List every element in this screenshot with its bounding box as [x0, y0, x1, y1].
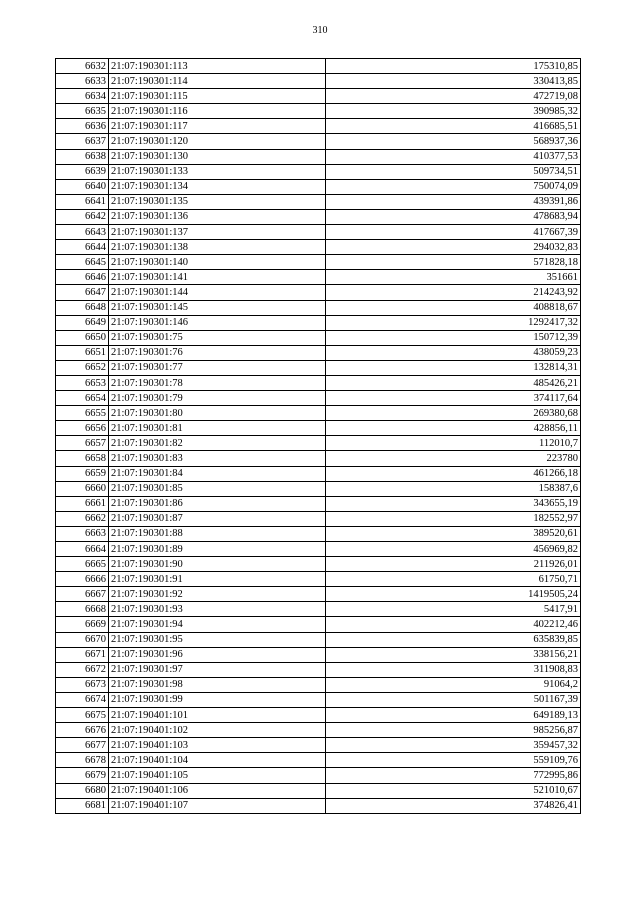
- table-row: [56, 74, 581, 89]
- cadastral-value-cell: 294032,83: [326, 240, 581, 255]
- table-row: [56, 526, 581, 541]
- cadastral-number-cell: 21:07:190301:114: [109, 74, 326, 89]
- row-number-cell: 6633: [56, 74, 109, 89]
- cadastral-value-cell: 750074,09: [326, 179, 581, 194]
- cadastral-number-cell: 21:07:190301:98: [109, 677, 326, 692]
- row-number-cell: 6639: [56, 164, 109, 179]
- cadastral-value-table: [55, 58, 581, 814]
- table-row: [56, 59, 581, 74]
- cadastral-value-cell: 559109,76: [326, 753, 581, 768]
- row-number-cell: 6650: [56, 330, 109, 345]
- cadastral-value-cell: 330413,85: [326, 74, 581, 89]
- cadastral-value-cell: 417667,39: [326, 225, 581, 240]
- table-row: [56, 134, 581, 149]
- row-number-cell: 6647: [56, 285, 109, 300]
- cadastral-value-cell: 1419505,24: [326, 587, 581, 602]
- cadastral-number-cell: 21:07:190301:82: [109, 436, 326, 451]
- cadastral-value-cell: 456969,82: [326, 542, 581, 557]
- row-number-cell: 6676: [56, 723, 109, 738]
- cadastral-value-cell: 5417,91: [326, 602, 581, 617]
- row-number-cell: 6642: [56, 209, 109, 224]
- table-row: [56, 692, 581, 707]
- cadastral-number-cell: 21:07:190301:86: [109, 496, 326, 511]
- table-row: [56, 285, 581, 300]
- cadastral-number-cell: 21:07:190401:107: [109, 798, 326, 813]
- cadastral-value-cell: 428856,11: [326, 421, 581, 436]
- table-row: [56, 360, 581, 375]
- table-row: [56, 466, 581, 481]
- cadastral-number-cell: 21:07:190301:135: [109, 194, 326, 209]
- table-row: [56, 270, 581, 285]
- cadastral-number-cell: 21:07:190301:76: [109, 345, 326, 360]
- cadastral-value-cell: 61750,71: [326, 572, 581, 587]
- cadastral-number-cell: 21:07:190301:113: [109, 59, 326, 74]
- table-row: [56, 557, 581, 572]
- row-number-cell: 6666: [56, 572, 109, 587]
- cadastral-value-cell: 158387,6: [326, 481, 581, 496]
- cadastral-number-cell: 21:07:190301:138: [109, 240, 326, 255]
- table-row: [56, 164, 581, 179]
- cadastral-number-cell: 21:07:190301:77: [109, 360, 326, 375]
- table-row: [56, 572, 581, 587]
- cadastral-number-cell: 21:07:190301:140: [109, 255, 326, 270]
- table-row: [56, 798, 581, 813]
- table-row: [56, 421, 581, 436]
- table-row: [56, 315, 581, 330]
- table-row: [56, 542, 581, 557]
- cadastral-value-cell: 211926,01: [326, 557, 581, 572]
- cadastral-number-cell: 21:07:190301:81: [109, 421, 326, 436]
- row-number-cell: 6643: [56, 225, 109, 240]
- cadastral-number-cell: 21:07:190301:117: [109, 119, 326, 134]
- cadastral-number-cell: 21:07:190301:146: [109, 315, 326, 330]
- table-row: [56, 406, 581, 421]
- cadastral-number-cell: 21:07:190301:134: [109, 179, 326, 194]
- table-row: [56, 587, 581, 602]
- table-row: [56, 225, 581, 240]
- cadastral-number-cell: 21:07:190301:141: [109, 270, 326, 285]
- row-number-cell: 6649: [56, 315, 109, 330]
- row-number-cell: 6674: [56, 692, 109, 707]
- table-row: [56, 677, 581, 692]
- cadastral-value-cell: 374117,64: [326, 391, 581, 406]
- cadastral-value-cell: 359457,32: [326, 738, 581, 753]
- cadastral-number-cell: 21:07:190301:130: [109, 149, 326, 164]
- row-number-cell: 6673: [56, 677, 109, 692]
- cadastral-number-cell: 21:07:190301:144: [109, 285, 326, 300]
- row-number-cell: 6677: [56, 738, 109, 753]
- row-number-cell: 6645: [56, 255, 109, 270]
- row-number-cell: 6664: [56, 542, 109, 557]
- cadastral-number-cell: 21:07:190301:79: [109, 391, 326, 406]
- table-row: [56, 783, 581, 798]
- row-number-cell: 6646: [56, 270, 109, 285]
- table-row: [56, 602, 581, 617]
- table-row: [56, 436, 581, 451]
- cadastral-value-cell: 390985,32: [326, 104, 581, 119]
- row-number-cell: 6635: [56, 104, 109, 119]
- cadastral-number-cell: 21:07:190301:96: [109, 647, 326, 662]
- row-number-cell: 6651: [56, 345, 109, 360]
- table-row: [56, 209, 581, 224]
- cadastral-number-cell: 21:07:190301:94: [109, 617, 326, 632]
- cadastral-number-cell: 21:07:190301:115: [109, 89, 326, 104]
- cadastral-number-cell: 21:07:190301:92: [109, 587, 326, 602]
- cadastral-number-cell: 21:07:190301:87: [109, 511, 326, 526]
- table-row: [56, 511, 581, 526]
- cadastral-value-cell: 521010,67: [326, 783, 581, 798]
- row-number-cell: 6665: [56, 557, 109, 572]
- row-number-cell: 6672: [56, 662, 109, 677]
- cadastral-value-cell: 223780: [326, 451, 581, 466]
- cadastral-number-cell: 21:07:190301:133: [109, 164, 326, 179]
- cadastral-value-cell: 501167,39: [326, 692, 581, 707]
- cadastral-number-cell: 21:07:190301:95: [109, 632, 326, 647]
- cadastral-number-cell: 21:07:190301:137: [109, 225, 326, 240]
- cadastral-value-cell: 408818,67: [326, 300, 581, 315]
- table-row: [56, 647, 581, 662]
- cadastral-number-cell: 21:07:190301:90: [109, 557, 326, 572]
- row-number-cell: 6678: [56, 753, 109, 768]
- row-number-cell: 6632: [56, 59, 109, 74]
- cadastral-value-cell: 478683,94: [326, 209, 581, 224]
- cadastral-value-cell: 461266,18: [326, 466, 581, 481]
- cadastral-value-cell: 311908,83: [326, 662, 581, 677]
- row-number-cell: 6681: [56, 798, 109, 813]
- table-row: [56, 119, 581, 134]
- row-number-cell: 6670: [56, 632, 109, 647]
- table-row: [56, 617, 581, 632]
- cadastral-number-cell: 21:07:190401:104: [109, 753, 326, 768]
- row-number-cell: 6656: [56, 421, 109, 436]
- cadastral-number-cell: 21:07:190301:97: [109, 662, 326, 677]
- row-number-cell: 6636: [56, 119, 109, 134]
- cadastral-number-cell: 21:07:190301:83: [109, 451, 326, 466]
- cadastral-value-cell: 439391,86: [326, 194, 581, 209]
- cadastral-value-cell: 472719,08: [326, 89, 581, 104]
- cadastral-value-cell: 343655,19: [326, 496, 581, 511]
- row-number-cell: 6658: [56, 451, 109, 466]
- cadastral-value-cell: 112010,7: [326, 436, 581, 451]
- table-row: [56, 496, 581, 511]
- row-number-cell: 6634: [56, 89, 109, 104]
- row-number-cell: 6640: [56, 179, 109, 194]
- cadastral-value-cell: 438059,23: [326, 345, 581, 360]
- cadastral-number-cell: 21:07:190301:116: [109, 104, 326, 119]
- table-row: [56, 391, 581, 406]
- table-row: [56, 632, 581, 647]
- table-row: [56, 89, 581, 104]
- row-number-cell: 6644: [56, 240, 109, 255]
- row-number-cell: 6667: [56, 587, 109, 602]
- row-number-cell: 6679: [56, 768, 109, 783]
- row-number-cell: 6652: [56, 360, 109, 375]
- cadastral-value-cell: 351661: [326, 270, 581, 285]
- cadastral-value-cell: 1292417,32: [326, 315, 581, 330]
- table-row: [56, 330, 581, 345]
- cadastral-number-cell: 21:07:190301:136: [109, 209, 326, 224]
- row-number-cell: 6669: [56, 617, 109, 632]
- table-row: [56, 149, 581, 164]
- cadastral-number-cell: 21:07:190301:84: [109, 466, 326, 481]
- table-row: [56, 451, 581, 466]
- cadastral-number-cell: 21:07:190401:105: [109, 768, 326, 783]
- cadastral-number-cell: 21:07:190401:103: [109, 738, 326, 753]
- table-row: [56, 708, 581, 723]
- cadastral-number-cell: 21:07:190301:93: [109, 602, 326, 617]
- page-number: 310: [312, 25, 328, 36]
- cadastral-number-cell: 21:07:190301:85: [109, 481, 326, 496]
- cadastral-value-cell: 410377,53: [326, 149, 581, 164]
- cadastral-value-cell: 416685,51: [326, 119, 581, 134]
- row-number-cell: 6638: [56, 149, 109, 164]
- cadastral-value-cell: 389520,61: [326, 526, 581, 541]
- cadastral-value-cell: 985256,87: [326, 723, 581, 738]
- cadastral-number-cell: 21:07:190301:99: [109, 692, 326, 707]
- cadastral-value-cell: 214243,92: [326, 285, 581, 300]
- row-number-cell: 6657: [56, 436, 109, 451]
- cadastral-number-cell: 21:07:190301:80: [109, 406, 326, 421]
- row-number-cell: 6680: [56, 783, 109, 798]
- cadastral-value-cell: 91064,2: [326, 677, 581, 692]
- table-row: [56, 255, 581, 270]
- row-number-cell: 6668: [56, 602, 109, 617]
- cadastral-number-cell: 21:07:190301:145: [109, 300, 326, 315]
- row-number-cell: 6671: [56, 647, 109, 662]
- cadastral-value-cell: 772995,86: [326, 768, 581, 783]
- table-row: [56, 481, 581, 496]
- row-number-cell: 6641: [56, 194, 109, 209]
- row-number-cell: 6655: [56, 406, 109, 421]
- table-row: [56, 345, 581, 360]
- cadastral-value-cell: 635839,85: [326, 632, 581, 647]
- row-number-cell: 6662: [56, 511, 109, 526]
- cadastral-value-cell: 269380,68: [326, 406, 581, 421]
- row-number-cell: 6663: [56, 526, 109, 541]
- table-row: [56, 240, 581, 255]
- row-number-cell: 6675: [56, 708, 109, 723]
- cadastral-value-cell: 150712,39: [326, 330, 581, 345]
- table-row: [56, 194, 581, 209]
- cadastral-number-cell: 21:07:190301:78: [109, 375, 326, 390]
- cadastral-number-cell: 21:07:190401:102: [109, 723, 326, 738]
- cadastral-number-cell: 21:07:190301:89: [109, 542, 326, 557]
- cadastral-value-cell: 649189,13: [326, 708, 581, 723]
- table-row: [56, 738, 581, 753]
- cadastral-value-cell: 182552,97: [326, 511, 581, 526]
- table-row: [56, 723, 581, 738]
- table-row: [56, 300, 581, 315]
- row-number-cell: 6653: [56, 375, 109, 390]
- table-row: [56, 104, 581, 119]
- cadastral-value-cell: 571828,18: [326, 255, 581, 270]
- table-row: [56, 662, 581, 677]
- cadastral-value-cell: 568937,36: [326, 134, 581, 149]
- cadastral-value-cell: 509734,51: [326, 164, 581, 179]
- cadastral-value-cell: 132814,31: [326, 360, 581, 375]
- row-number-cell: 6637: [56, 134, 109, 149]
- cadastral-number-cell: 21:07:190301:75: [109, 330, 326, 345]
- cadastral-number-cell: 21:07:190301:91: [109, 572, 326, 587]
- row-number-cell: 6661: [56, 496, 109, 511]
- table-row: [56, 375, 581, 390]
- row-number-cell: 6659: [56, 466, 109, 481]
- cadastral-number-cell: 21:07:190401:106: [109, 783, 326, 798]
- cadastral-value-cell: 175310,85: [326, 59, 581, 74]
- table-body: [56, 59, 581, 814]
- table-row: [56, 179, 581, 194]
- cadastral-value-cell: 485426,21: [326, 375, 581, 390]
- row-number-cell: 6648: [56, 300, 109, 315]
- cadastral-value-cell: 338156,21: [326, 647, 581, 662]
- row-number-cell: 6660: [56, 481, 109, 496]
- cadastral-value-cell: 402212,46: [326, 617, 581, 632]
- table-row: [56, 753, 581, 768]
- cadastral-number-cell: 21:07:190301:88: [109, 526, 326, 541]
- cadastral-number-cell: 21:07:190401:101: [109, 708, 326, 723]
- table-row: [56, 768, 581, 783]
- row-number-cell: 6654: [56, 391, 109, 406]
- cadastral-number-cell: 21:07:190301:120: [109, 134, 326, 149]
- cadastral-value-cell: 374826,41: [326, 798, 581, 813]
